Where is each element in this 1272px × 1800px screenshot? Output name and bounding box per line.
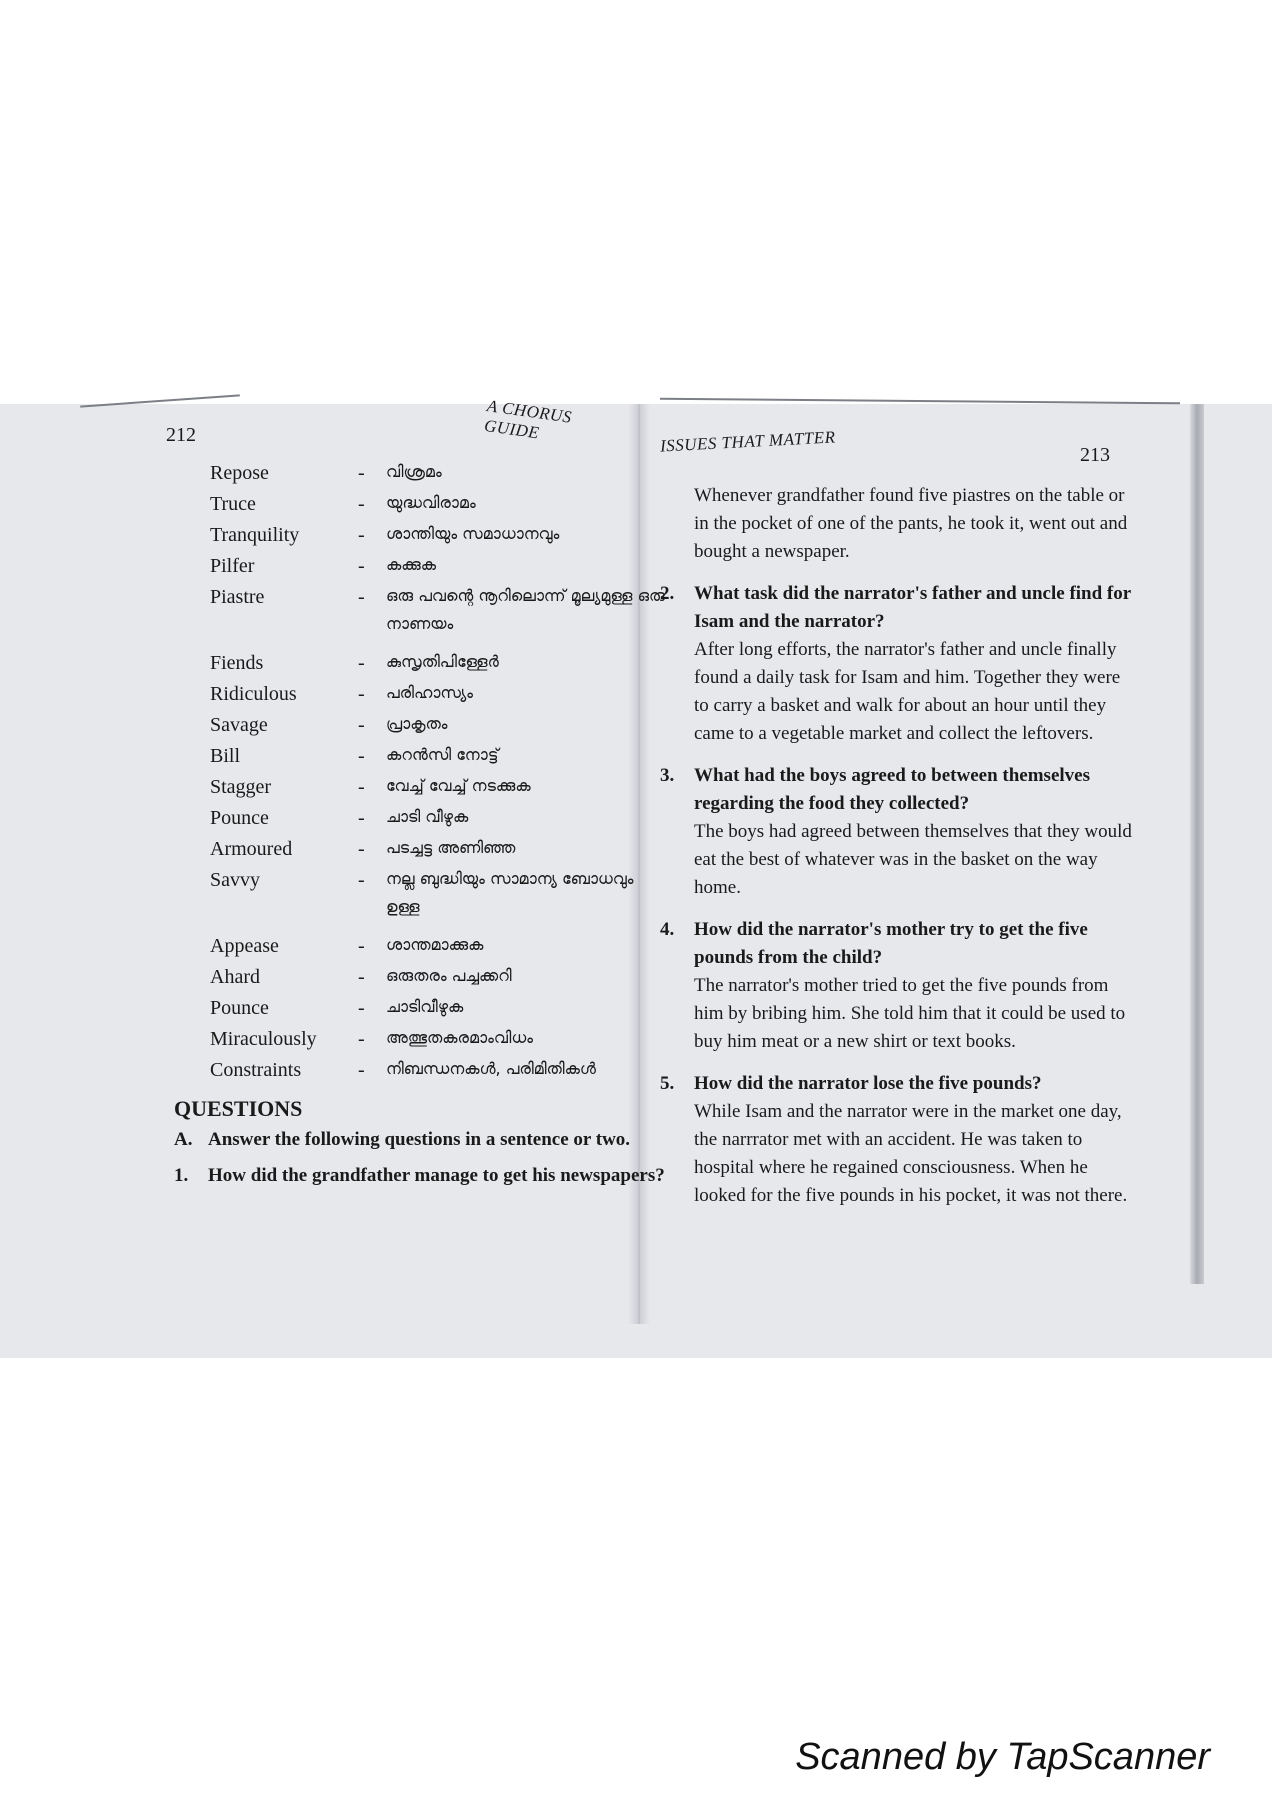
left-running-head: A CHORUS GUIDE <box>483 396 574 443</box>
glossary-row <box>210 962 690 993</box>
left-page <box>60 396 665 1304</box>
left-page-number: 212 <box>166 424 196 446</box>
glossary-dash: - <box>358 462 365 484</box>
answer-1: Whenever grandfather found five piastres on the table or in the pocket of one of the pants, he took it, went out and bought a newspaper. <box>694 485 1128 562</box>
glossary-row <box>210 551 690 582</box>
glossary-row <box>210 710 690 741</box>
question-1 <box>174 1164 694 1188</box>
glossary-meaning: അത്ഭുതകരമാംവിധം <box>386 1028 533 1047</box>
right-page-number: 213 <box>1080 444 1110 466</box>
glossary-dash: - <box>358 586 365 608</box>
glossary-meaning: പ്രാകൃതം <box>386 714 448 733</box>
answer-4: The narrator's mother tried to get the five pounds from him by bribing him. She told him that it could be used to buy him meat or a new shirt or text books. <box>694 975 1126 1052</box>
glossary-meaning: ശാന്തമാക്കുക <box>386 935 484 954</box>
glossary-meaning: കറൻസി നോട്ട് <box>386 745 499 764</box>
glossary-word: Fiends <box>210 652 264 674</box>
glossary-dash: - <box>358 714 365 736</box>
glossary-word: Constraints <box>210 1059 302 1081</box>
glossary-row <box>210 520 690 551</box>
question-number: 5. <box>660 1073 675 1094</box>
question-3 <box>660 762 1134 818</box>
answer-2: After long efforts, the narrator's father and uncle finally found a daily task for Isam and him. Together they were to carry a basket and walk for about an hour until they came to a vegetable market and collect the leftovers. <box>694 639 1121 744</box>
glossary-meaning: കക്കുക <box>386 555 437 574</box>
glossary-word: Appease <box>210 935 279 957</box>
glossary-row <box>210 803 690 834</box>
glossary-row <box>210 489 690 520</box>
glossary-word: Miraculously <box>210 1028 317 1050</box>
glossary-meaning: നിബന്ധനകൾ, പരിമിതികൾ <box>386 1059 596 1078</box>
glossary-meaning: പരിഹാസ്യം <box>386 683 474 702</box>
question-number: 2. <box>660 583 675 604</box>
glossary-dash: - <box>358 997 365 1019</box>
answer-5: While Isam and the narrator were in the market one day, the narrrator met with an accident. He was taken to hospital where he regained consciousness. When he looked for the five pounds in his pocket, it was not there. <box>694 1101 1128 1206</box>
answer-3: The boys had agreed between themselves that they would eat the best of whatever was in the basket on the way home. <box>694 821 1132 898</box>
glossary-word: Armoured <box>210 838 293 860</box>
question-text: How did the narrator lose the five pounds? <box>694 1073 1042 1094</box>
glossary-dash: - <box>358 1059 365 1081</box>
glossary-dash: - <box>358 493 365 515</box>
glossary-row <box>210 865 690 921</box>
glossary-dash: - <box>358 807 365 829</box>
glossary-list <box>210 458 690 1086</box>
glossary-word: Truce <box>210 493 256 515</box>
glossary-row <box>210 1024 690 1055</box>
glossary-word: Savvy <box>210 869 260 891</box>
question-number: 1. <box>174 1165 189 1186</box>
glossary-word: Pilfer <box>210 555 255 577</box>
right-page <box>640 404 1200 1304</box>
glossary-word: Savage <box>210 714 268 736</box>
glossary-meaning: ചാടി വീഴുക <box>386 807 469 826</box>
glossary-row <box>210 931 690 962</box>
section-a-instruction <box>174 1128 694 1152</box>
glossary-row <box>210 648 690 679</box>
glossary-meaning: ശാന്തിയും സമാധാനവും <box>386 524 560 543</box>
right-running-head: ISSUES THAT MATTER <box>659 427 836 456</box>
glossary-row <box>210 679 690 710</box>
glossary-meaning: വിശ്രമം <box>386 462 442 481</box>
section-a-label: A. <box>174 1129 193 1150</box>
questions-section <box>174 1096 694 1200</box>
glossary-row <box>210 993 690 1024</box>
book-spread <box>0 396 1272 1358</box>
glossary-word: Ridiculous <box>210 683 297 705</box>
question-2 <box>660 580 1134 636</box>
glossary-word: Stagger <box>210 776 272 798</box>
glossary-dash: - <box>358 869 365 891</box>
glossary-word: Pounce <box>210 807 269 829</box>
glossary-row <box>210 834 690 865</box>
glossary-word: Tranquility <box>210 524 300 546</box>
glossary-row <box>210 582 690 638</box>
glossary-word: Ahard <box>210 966 260 988</box>
answers-column <box>660 482 1134 1224</box>
question-text: What had the boys agreed to between themselves regarding the food they collected? <box>694 765 1090 814</box>
glossary-meaning: ചാടിവീഴുക <box>386 997 464 1016</box>
glossary-dash: - <box>358 1028 365 1050</box>
question-text: How did the grandfather manage to get his newspapers? <box>208 1165 665 1186</box>
glossary-dash: - <box>358 555 365 577</box>
glossary-word: Pounce <box>210 997 269 1019</box>
question-4 <box>660 916 1134 972</box>
glossary-meaning: ഒരു പവന്റെ നൂറിലൊന്ന് മൂല്യമുള്ള ഒരു നാണയം <box>386 586 665 633</box>
question-number: 3. <box>660 765 675 786</box>
glossary-dash: - <box>358 776 365 798</box>
glossary-meaning: യുദ്ധവിരാമം <box>386 493 476 512</box>
question-text: How did the narrator's mother try to get the five pounds from the child? <box>694 919 1088 968</box>
glossary-meaning: നല്ല ബുദ്ധിയും സാമാന്യ ബോധവും ഉള്ള <box>386 869 634 916</box>
glossary-row <box>210 741 690 772</box>
glossary-meaning: ഒരുതരം പച്ചക്കറി <box>386 966 512 985</box>
question-5 <box>660 1070 1134 1098</box>
question-number: 4. <box>660 919 675 940</box>
glossary-dash: - <box>358 966 365 988</box>
glossary-meaning: വേച്ച് വേച്ച് നടക്കുക <box>386 776 531 795</box>
section-a-text: Answer the following questions in a sentence or two. <box>208 1129 631 1150</box>
scanner-watermark: Scanned by TapScanner <box>795 1736 1210 1778</box>
glossary-dash: - <box>358 745 365 767</box>
glossary-meaning: പടച്ചട്ട അണിഞ്ഞ <box>386 838 516 857</box>
glossary-word: Bill <box>210 745 241 767</box>
questions-heading: QUESTIONS <box>174 1096 303 1121</box>
glossary-dash: - <box>358 652 365 674</box>
glossary-dash: - <box>358 683 365 705</box>
glossary-dash: - <box>358 838 365 860</box>
glossary-word: Repose <box>210 462 269 484</box>
glossary-row <box>210 1055 690 1086</box>
glossary-word: Piastre <box>210 586 265 608</box>
glossary-meaning: കുസൃതിപിള്ളേർ <box>386 652 499 671</box>
question-text: What task did the narrator's father and uncle find for Isam and the narrator? <box>694 583 1131 632</box>
glossary-row <box>210 458 690 489</box>
glossary-dash: - <box>358 935 365 957</box>
glossary-row <box>210 772 690 803</box>
glossary-dash: - <box>358 524 365 546</box>
